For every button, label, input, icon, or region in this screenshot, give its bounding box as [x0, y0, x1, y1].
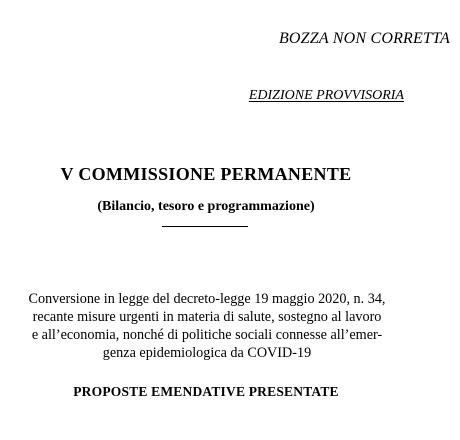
decree-title-line: Conversione in legge del decreto-legge 19 maggio 2020, n. 34, — [28, 291, 386, 307]
committee-title: V COMMISSIONE PERMANENTE — [60, 164, 352, 184]
decree-title-line: e all’economia, nonché di politiche sociali connesse all’emer- — [31, 327, 383, 343]
draft-status-label: BOZZA NON CORRETTA — [278, 30, 450, 47]
proposals-heading: PROPOSTE EMENDATIVE PRESENTATE — [73, 384, 339, 399]
decree-title-line: genza epidemiologica da COVID-19 — [102, 345, 312, 361]
edition-label: EDIZIONE PROVVISORIA — [248, 88, 404, 103]
divider-rule — [162, 226, 248, 227]
decree-title-line: recante misure urgenti in materia di salute, sostegno al lavoro — [32, 309, 382, 325]
committee-subtitle: (Bilancio, tesoro e programmazione) — [97, 199, 315, 214]
